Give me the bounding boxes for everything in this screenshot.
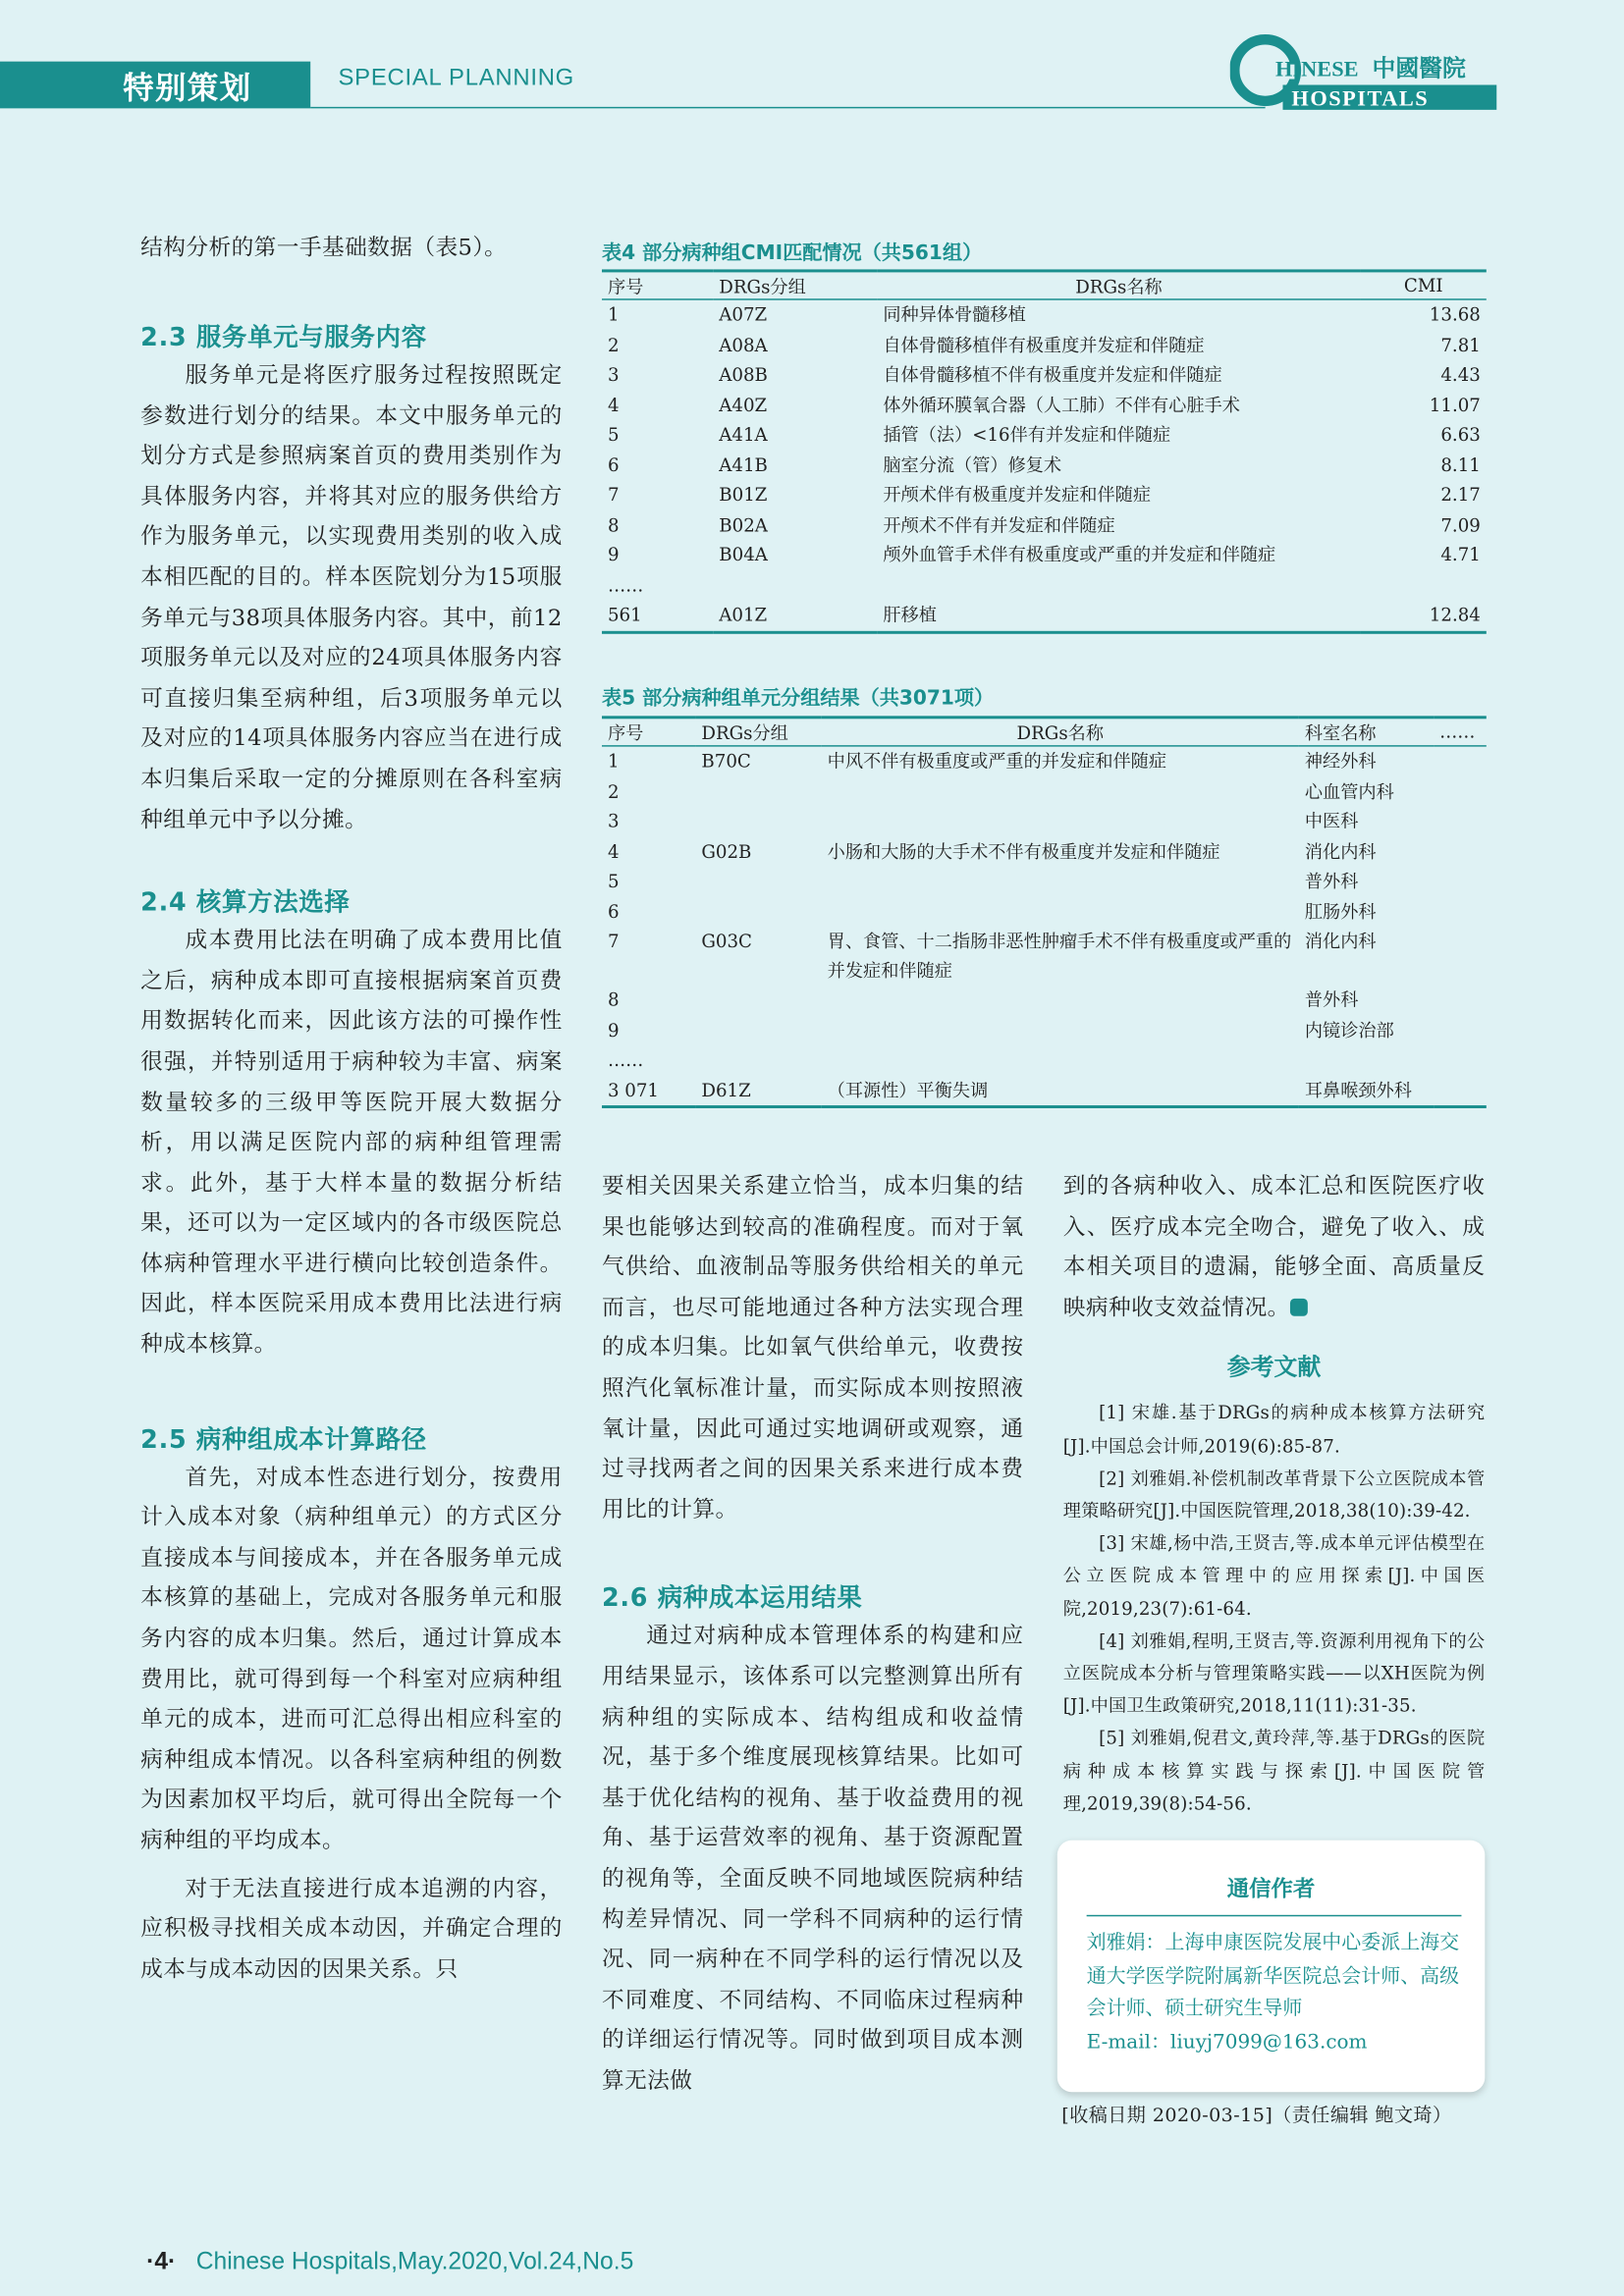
section-heading-2-3: 2.3 服务单元与服务内容 [140, 323, 427, 353]
received-date: [收稿日期 2020-03-15]（责任编辑 鲍文琦） [1061, 2105, 1452, 2128]
table-cell [695, 986, 821, 1016]
table-cell: 4.43 [1440, 364, 1481, 386]
table-cell: 中医科 [1304, 811, 1359, 832]
table-row [602, 299, 1487, 330]
page-number: ·4· [146, 2248, 177, 2275]
table-cell: 1 [607, 304, 620, 326]
page-footer [146, 2249, 633, 2276]
table-cell: 普外科 [1304, 989, 1359, 1011]
column-header: DRGs分组 [695, 718, 821, 746]
section-title-en: SPECIAL PLANNING [338, 66, 574, 91]
table-cell: 消化内科 [1304, 931, 1377, 952]
column-3 [1063, 1167, 1486, 1820]
table-cell: 7 [607, 931, 620, 952]
table-cell: 小肠和大肠的大手术不伴有极重度并发症和伴随症 [827, 840, 1220, 862]
reference-item: [5] 刘雅娟,倪君文,黄玲萍,等.基于DRGs的医院病种成本核算实践与探索[J].中国医院管理,2019,39(8):54-56. [1062, 1728, 1486, 1814]
table-cell: 6 [607, 454, 620, 475]
table-cell: B04A [719, 544, 768, 565]
table-cell [695, 897, 821, 928]
table-row [602, 570, 1487, 601]
table-cell: 2 [607, 334, 620, 355]
section-heading-2-5: 2.5 病种组成本计算路径 [140, 1425, 427, 1455]
svg-text:中國醫院: 中國醫院 [1372, 54, 1466, 82]
table-cell: 1 [607, 751, 620, 772]
table-cell [695, 776, 821, 807]
table-cell: 体外循环膜氧合器（人工肺）不伴有心脏手术 [883, 394, 1240, 415]
reference-item: [3] 宋雄,杨中浩,王贤吉,等.成本单元评估模型在公立医院成本管理中的应用探索[J].中国医院,2019,23(7):61-64. [1062, 1532, 1486, 1619]
table-cell: A41A [719, 424, 768, 446]
table-row [602, 451, 1487, 481]
table-row [602, 867, 1487, 897]
table-row [602, 420, 1487, 451]
column-2 [602, 1167, 1024, 2102]
table-cell [1434, 1015, 1487, 1045]
table-cell: 自体骨髓移植不伴有极重度并发症和伴随症 [883, 364, 1222, 386]
table-cell: 自体骨髓移植伴有极重度并发症和伴随症 [883, 334, 1205, 355]
table-cell: 3 [607, 811, 620, 832]
table-cell [822, 807, 1299, 837]
table-cell [1434, 776, 1487, 807]
table-cell: 8 [607, 514, 620, 536]
table-cell: 颅外血管手术伴有极重度或严重的并发症和伴随症 [883, 544, 1276, 565]
column-1 [140, 229, 563, 1991]
table-cell [822, 1015, 1299, 1045]
paragraph: 要相关因果关系建立恰当，成本归集的结果也能够达到较高的准确程度。而对于氧气供给、血液制品等服务供给相关的单元而言，也尽可能地通过各种方法实现合理的成本归集。比如氧气供给单元，收费按照汽化氧标准计量，而实际成本则按照液氧计量，因此可通过实地调研或观察，通过寻找两者之间的因果关系来进行成本费用比的计算。 [601, 1172, 1024, 1522]
table-cell: 4 [607, 394, 620, 415]
table-cell: （耳源性）平衡失调 [822, 1075, 1299, 1106]
column-header: 科室名称 [1299, 718, 1434, 746]
paragraph: 首先，对成本性态进行划分，按费用计入成本对象（病种组单元）的方式区分直接成本与间接成本，并在各服务单元成本核算的基础上，完成对各服务单元和服务内容的成本归集。然后，通过计算成本费用比，就可得到每一个科室对应病种组单元的成本，进而可汇总得出相应科室的病种组成本情况。以各科室病种组的例数为因素加权平均后，就可得出全院每一个病种组的平均成本。 [140, 1463, 563, 1854]
table-cell [1434, 867, 1487, 897]
column-header: DRGs分组 [713, 271, 877, 299]
table-cell: A40Z [719, 394, 768, 415]
table-cell: 开颅术不伴有并发症和伴随症 [883, 514, 1115, 536]
table-cell [695, 1015, 821, 1045]
table-cell [1434, 1045, 1487, 1076]
table-cell [822, 867, 1299, 897]
section-heading-2-6: 2.6 病种成本运用结果 [601, 1584, 863, 1615]
table-cell: 11.07 [1429, 394, 1481, 415]
table-cell [1434, 1075, 1487, 1106]
table-cell: 肛肠外科 [1304, 900, 1377, 922]
table-cell: 脑室分流（管）修复术 [883, 454, 1062, 475]
table-5-caption: 表5 部分病种组单元分组结果（共3071项） [601, 686, 995, 711]
table-row [602, 897, 1487, 928]
table-cell: …… [607, 1049, 644, 1071]
table-cell: G02B [701, 840, 752, 862]
table-cell [1434, 927, 1487, 986]
table-cell: 7.81 [1440, 334, 1481, 355]
table-cell [822, 776, 1299, 807]
section-heading-2-4: 2.4 核算方法选择 [140, 888, 351, 919]
table-header-row [602, 271, 1487, 299]
table-cell: 神经外科 [1304, 751, 1377, 772]
table-row [602, 776, 1487, 807]
table-4 [602, 269, 1487, 633]
table-cell: A41B [719, 454, 768, 475]
paragraph: 对于无法直接进行成本追溯的内容，应积极寻找相关成本动因，并确定合理的成本与成本动因的因果关系。只 [140, 1874, 563, 1983]
table-cell [1434, 897, 1487, 928]
table-cell: A07Z [719, 304, 768, 326]
table-cell [822, 897, 1299, 928]
table-cell: G03C [701, 931, 752, 952]
end-mark-icon [1290, 1299, 1308, 1316]
paragraph [1063, 1167, 1486, 1329]
table-cell: 5 [607, 424, 620, 446]
section-title-cn: 特别策划 [123, 70, 252, 106]
table-row [602, 927, 1487, 986]
corresponding-author-box [1057, 1841, 1486, 2093]
table-cell: 肝移植 [877, 600, 1360, 631]
table-cell: B02A [719, 514, 768, 536]
column-header: DRGs名称 [877, 271, 1360, 299]
table-header-row [602, 718, 1487, 746]
table-cell: 中风不伴有极重度或严重的并发症和伴随症 [827, 751, 1167, 772]
table-cell [822, 986, 1299, 1016]
table-cell: 9 [607, 1019, 620, 1041]
svg-text:HINESE: HINESE [1275, 56, 1359, 81]
table-cell: 7.09 [1440, 514, 1481, 536]
table-row [602, 540, 1487, 570]
table-cell: 3 071 [602, 1075, 695, 1106]
table-cell [1434, 986, 1487, 1016]
reference-item: [1] 宋雄.基于DRGs的病种成本核算方法研究[J].中国总会计师,2019(6):85-87. [1062, 1403, 1486, 1457]
table-row [602, 390, 1487, 420]
table-cell: B01Z [719, 484, 768, 506]
table-cell: 耳鼻喉颈外科 [1299, 1075, 1434, 1106]
author-email: E-mail：liuyj7099@163.com [1086, 2031, 1368, 2054]
table-cell: 4.71 [1440, 544, 1481, 565]
journal-citation: Chinese Hospitals,May.2020,Vol.24,No.5 [195, 2248, 634, 2275]
table-cell [695, 867, 821, 897]
table-cell: 4 [607, 840, 620, 862]
table-cell: 心血管内科 [1304, 780, 1394, 802]
table-row [602, 510, 1487, 541]
reference-item: [2] 刘雅娟.补偿机制改革背景下公立医院成本管理策略研究[J].中国医院管理,2018,38(10):39-42. [1062, 1468, 1486, 1522]
table-cell [1299, 1045, 1434, 1076]
table-cell [877, 570, 1360, 601]
table-row [602, 807, 1487, 837]
table-cell [1434, 836, 1487, 867]
table-4-caption: 表4 部分病种组CMI匹配情况（共561组） [601, 241, 983, 265]
paragraph: 通过对病种成本管理体系的构建和应用结果显示，该体系可以完整测算出所有病种组的实际成本、结构组成和收益情况，基于多个维度展现核算结果。比如可基于优化结构的视角、基于收益费用的视角、基于运营效率的视角、基于资源配置的视角等，全面反映不同地域医院病种结构差异情况、同一学科不同病种的运行情况、同一病种在不同学科的运行情况以及不同难度、不同结构、不同临床过程病种的详细运行情况等。同时做到项目成本测算无法做 [601, 1623, 1024, 2094]
chinese-hospitals-logo [1230, 29, 1511, 115]
table-cell: 7 [607, 484, 620, 506]
table-cell [822, 1045, 1299, 1076]
table-cell: 同种异体骨髓移植 [883, 304, 1026, 326]
column-header: 序号 [602, 718, 695, 746]
table-cell: 插管（法）<16伴有并发症和伴随症 [883, 424, 1171, 446]
table-cell: 6.63 [1440, 424, 1481, 446]
column-header: 序号 [602, 271, 713, 299]
table-row [602, 1045, 1487, 1076]
table-row [602, 1075, 1487, 1106]
column-header: …… [1434, 718, 1487, 746]
table-cell: 消化内科 [1304, 840, 1377, 862]
table-cell [695, 1045, 821, 1076]
table-cell: 普外科 [1304, 871, 1359, 892]
reference-item: [4] 刘雅娟,程明,王贤吉,等.资源利用视角下的公立医院成本分析与管理策略实践——以XH医院为例[J].中国卫生政策研究,2018,11(11):31-35. [1062, 1630, 1486, 1717]
table-cell: 开颅术伴有极重度并发症和伴随症 [883, 484, 1151, 506]
svg-text:HOSPITALS: HOSPITALS [1291, 85, 1430, 111]
table-cell [713, 570, 877, 601]
table-cell: 2.17 [1440, 484, 1481, 506]
table-cell: A08B [719, 364, 768, 386]
table-row [602, 600, 1487, 631]
table-cell: 5 [607, 871, 620, 892]
table-row [602, 1015, 1487, 1045]
table-cell: 内镜诊治部 [1304, 1019, 1394, 1041]
table-cell: 9 [607, 544, 620, 565]
table-row [602, 986, 1487, 1016]
corresponding-author-info: 刘雅娟：上海申康医院发展中心委派上海交通大学医学院附属新华医院总会计师、高级会计师、硕士研究生导师 [1086, 1932, 1460, 2021]
paragraph: 成本费用比法在明确了成本费用比值之后，病种成本即可直接根据病案首页费用数据转化而来，因此该方法的可操作性很强，并特别适用于病种较为丰富、病案数量较多的三级甲等医院开展大数据分析，用以满足医院内部的病种组管理需求。此外，基于大样本量的数据分析结果，还可以为一定区域内的各市级医院总体病种管理水平进行横向比较创造条件。因此，样本医院采用成本费用比法进行病种成本核算。 [140, 927, 563, 1358]
table-row [602, 360, 1487, 391]
table-cell: 3 [607, 364, 620, 386]
column-header: CMI [1361, 271, 1487, 299]
table-cell: 8.11 [1440, 454, 1481, 475]
reference-list [1063, 1397, 1486, 1819]
paragraph: 结构分析的第一手基础数据（表5）。 [140, 234, 508, 261]
table-cell: B70C [701, 751, 751, 772]
divider [1087, 1915, 1462, 1916]
table-cell: A01Z [713, 600, 877, 631]
corresponding-author-title: 通信作者 [1226, 1875, 1316, 1902]
table-row [602, 480, 1487, 510]
table-cell: D61Z [695, 1075, 821, 1106]
table-cell: 561 [602, 600, 713, 631]
table-cell [695, 807, 821, 837]
table-cell: A08A [719, 334, 768, 355]
paragraph-text: 到的各病种收入、成本汇总和医院医疗收入、医疗成本完全吻合，避免了收入、成本相关项目的遗漏，能够全面、高质量反映病种收支效益情况。 [1062, 1172, 1486, 1320]
table-cell: 12.84 [1361, 600, 1487, 631]
table-cell: 2 [607, 780, 620, 802]
table-cell: 6 [607, 900, 620, 922]
table-cell [1434, 746, 1487, 776]
table-row [602, 836, 1487, 867]
references-heading: 参考文献 [1226, 1353, 1322, 1381]
table-cell: 13.68 [1429, 304, 1481, 326]
column-header: DRGs名称 [822, 718, 1299, 746]
table-cell [1361, 570, 1487, 601]
table-row [602, 330, 1487, 360]
table-cell: 8 [607, 989, 620, 1011]
header-rule [310, 107, 1265, 108]
table-cell: …… [607, 574, 644, 596]
table-row [602, 746, 1487, 776]
table-cell: 胃、食管、十二指肠非恶性肿瘤手术不伴有极重度或严重的并发症和伴随症 [827, 931, 1292, 982]
paragraph: 服务单元是将医疗服务过程按照既定参数进行划分的结果。本文中服务单元的划分方式是参照病案首页的费用类别作为具体服务内容，并将其对应的服务供给方作为服务单元，以实现费用类别的收入成本相匹配的目的。样本医院划分为15项服务单元与38项具体服务内容。其中，前12项服务单元以及对应的24项具体服务内容可直接归集至病种组，后3项服务单元以及对应的14项具体服务内容应当在进行成本归集后采取一定的分摊原则在各科室病种组单元中予以分摊。 [140, 361, 563, 832]
table-cell [1434, 807, 1487, 837]
table-5 [602, 716, 1487, 1108]
